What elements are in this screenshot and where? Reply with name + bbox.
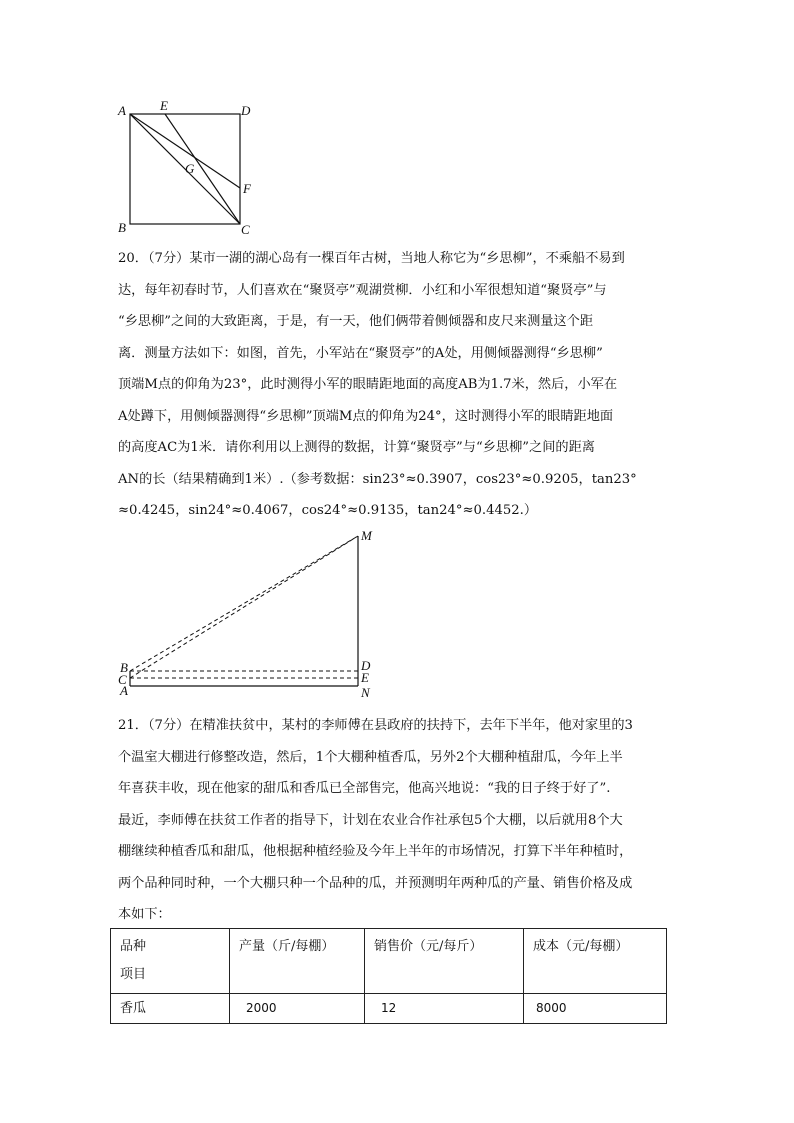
line-ec — [165, 114, 240, 224]
figure-measurement — [110, 526, 390, 698]
label-c2: C — [118, 672, 127, 687]
header-item: 项目 — [120, 967, 147, 982]
q20-line: AN的长（结果精确到1米）.（参考数据：sin23°≈0.3907，cos23°≈0.9205，tan23° — [118, 471, 637, 487]
label-d: D — [241, 103, 251, 118]
q20-line: 20．（7分）某市一湖的湖心岛有一棵百年古树，当地人称它为“乡思柳”，不乘船不易到 — [118, 251, 625, 266]
q21-line: 两个品种同时种，一个大棚只种一个品种的瓜，并预测明年两种瓜的产量、销售价格及成 — [118, 875, 633, 891]
label-e2: E — [361, 670, 369, 685]
label-d2: D — [361, 658, 371, 673]
q21-line: 个温室大棚进行修整改造，然后，1个大棚种植香瓜，另外2个大棚种植甜瓜，今年上半 — [118, 749, 623, 765]
q21-line: 最近，李师傅在扶贫工作者的指导下，计划在农业合作社承包5个大棚，以后就用8个大 — [118, 812, 623, 828]
header-yield: 产量（斤/每棚） — [230, 929, 365, 994]
header-cost: 成本（元/每棚） — [524, 929, 667, 994]
question-20 — [118, 243, 678, 527]
q20-line: 顶端M点的仰角为23°，此时测得小军的眼睛距地面的高度AB为1.7米，然后，小军在 — [118, 377, 618, 392]
q21-line: 本如下： — [118, 907, 171, 922]
label-f: F — [243, 181, 251, 196]
q20-line: 的高度AC为1米．请你利用以上测得的数据，计算“聚贤亭”与“乡思柳”之间的距离 — [118, 440, 595, 455]
q20-line: 离．测量方法如下：如图，首先，小军站在“聚贤亭”的A处，用侧倾器测得“乡思柳” — [118, 345, 603, 361]
label-m: M — [361, 528, 372, 543]
q20-line: A处蹲下，用侧倾器测得“乡思柳”顶端M点的仰角为24°，这时测得小军的眼睛距地面 — [118, 408, 614, 424]
cell-yield: 2000 — [230, 994, 365, 1024]
table-header-row — [111, 929, 667, 994]
header-variety: 品种 — [120, 939, 147, 954]
figure-square — [110, 96, 270, 238]
line-cm — [130, 536, 358, 678]
cell-price: 12 — [365, 994, 524, 1024]
label-c: C — [241, 222, 250, 237]
q20-line: 达，每年初春时节，人们喜欢在“聚贤亭”观湖赏柳．小红和小军很想知道“聚贤亭”与 — [118, 282, 607, 298]
cell-cost: 8000 — [524, 994, 667, 1024]
melon-table — [110, 928, 667, 1024]
q21-line: 年喜获丰收，现在他家的甜瓜和香瓜已全部售完，他高兴地说：“我的日子终于好了”. — [118, 781, 611, 796]
label-e: E — [160, 98, 168, 113]
line-bm — [130, 536, 358, 671]
header-variety-item — [111, 929, 230, 994]
q21-line: 21．（7分）在精准扶贫中，某村的李师傅在县政府的扶持下，去年下半年，他对家里的3 — [118, 718, 633, 733]
table-row — [111, 994, 667, 1024]
label-g: G — [185, 161, 195, 176]
label-a: A — [118, 103, 126, 118]
q21-line: 棚继续种植香瓜和甜瓜，他根据种植经验及今年上半年的市场情况，打算下半年种植时， — [118, 844, 633, 859]
label-a2: A — [120, 683, 128, 698]
q20-line: “乡思柳”之间的大致距离，于是，有一天，他们俩带着侧倾器和皮尺来测量这个距 — [118, 314, 594, 329]
label-b2: B — [120, 660, 128, 675]
question-21 — [118, 710, 678, 931]
label-b: B — [118, 220, 126, 235]
line-ef — [130, 114, 240, 188]
q20-line: ≈0.4245，sin24°≈0.4067，cos24°≈0.9135，tan24°≈0.4452.） — [118, 503, 538, 518]
label-n2: N — [361, 685, 370, 698]
cell-name: 香瓜 — [111, 994, 230, 1024]
header-price: 销售价（元/每斤） — [365, 929, 524, 994]
